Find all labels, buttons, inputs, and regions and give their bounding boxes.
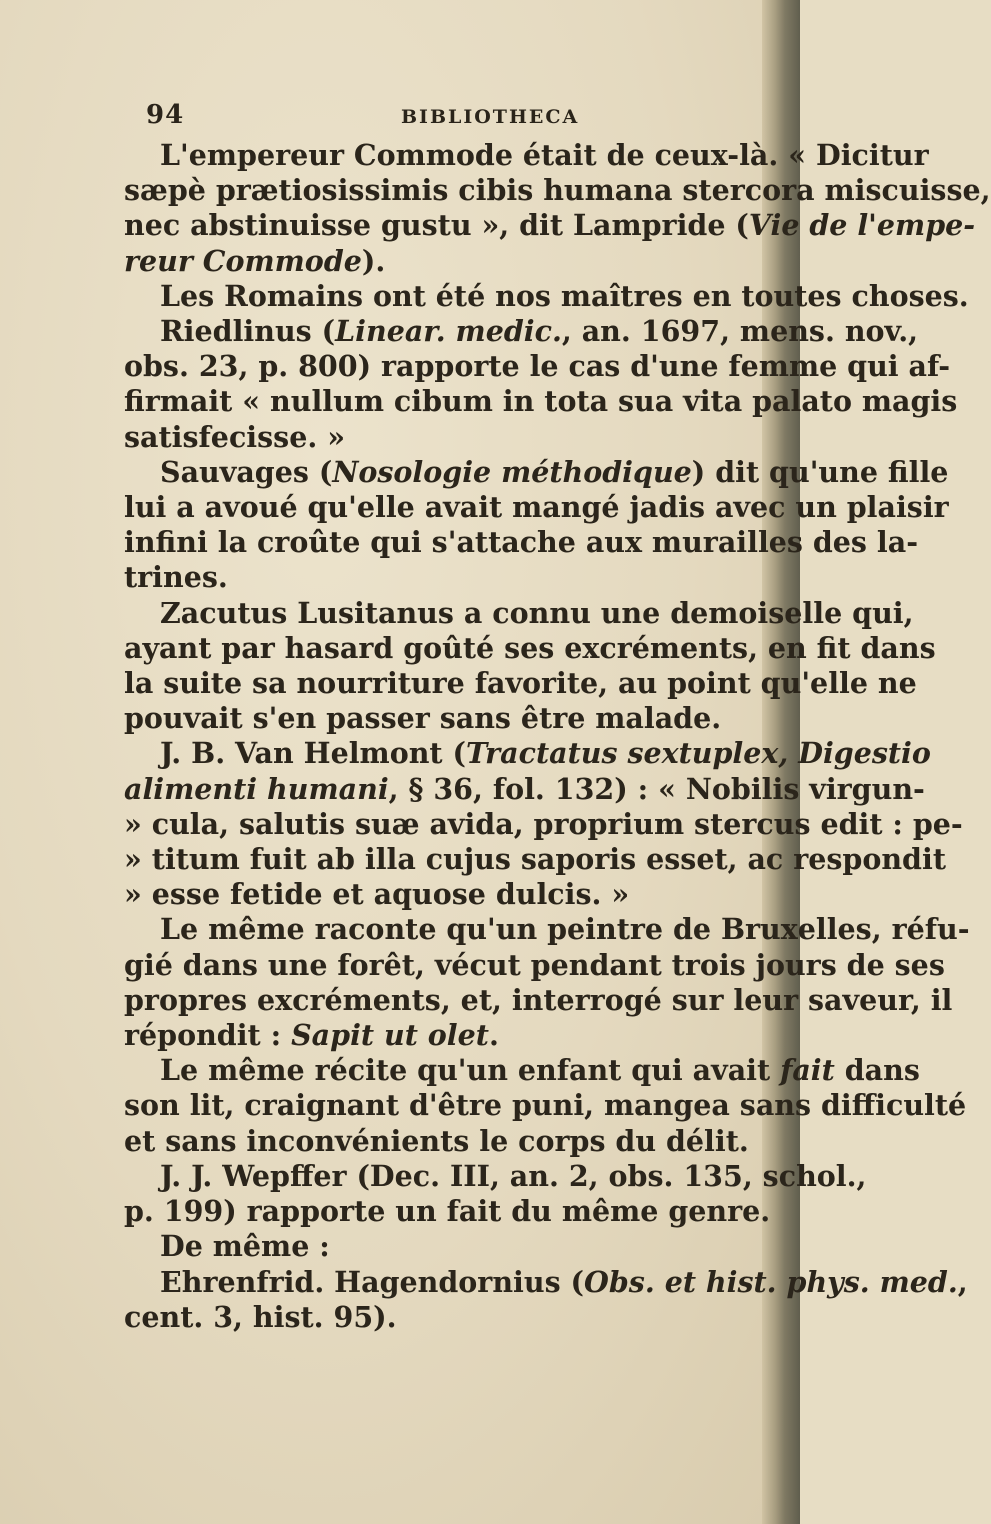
- text-line: [124, 947, 945, 983]
- text-line: [124, 1194, 772, 1229]
- text-run: » titum fuit ab illa cujus saporis esset, ac respondit: [124, 842, 946, 877]
- text-run: Le même récite qu'un enfant qui avait: [160, 1053, 781, 1088]
- text-line: [124, 1158, 867, 1194]
- text-run: son lit, craignant d'être puni, mangea sans difficulté: [124, 1088, 967, 1123]
- text-line: [124, 736, 931, 771]
- text-run: , an. 1697, mens. nov.,: [561, 314, 919, 349]
- text-line: [124, 1300, 772, 1335]
- text-run: Les Romains ont été nos maîtres en toutes choses.: [160, 278, 969, 313]
- text-run: ).: [361, 243, 386, 278]
- text-line: [124, 1018, 772, 1053]
- text-line: [124, 982, 953, 1018]
- text-run: » cula, salutis suæ avida, proprium stercus edit : pe-: [124, 806, 963, 841]
- text-line: [124, 173, 991, 208]
- text-run: ) dit qu'une fille: [691, 454, 949, 489]
- italic-text: Tractatus sextuplex, Digestio: [466, 736, 931, 771]
- body-text: [124, 138, 991, 1335]
- text-line: [124, 701, 772, 736]
- text-run: De même :: [160, 1229, 330, 1264]
- text-line: [124, 595, 914, 631]
- text-run: infini la croûte qui s'attache aux murailles des la-: [124, 525, 919, 560]
- text-run: Zacutus Lusitanus a connu une demoiselle qui,: [160, 595, 914, 630]
- text-run: L'empereur Commode était de ceux-là. « Dicitur: [160, 138, 929, 172]
- text-line: [124, 771, 925, 807]
- text-run: Le même raconte qu'un peintre de Bruxelles, réfu-: [160, 912, 970, 947]
- text-line: [124, 806, 963, 842]
- text-run: J. J. Wepffer (Dec. III, an. 2, obs. 135, schol.,: [160, 1158, 867, 1193]
- text-line: [124, 1124, 772, 1159]
- text-run: pouvait s'en passer sans être malade.: [124, 701, 722, 736]
- italic-text: Vie de l'empe-: [748, 208, 976, 243]
- text-run: répondit :: [124, 1018, 292, 1053]
- text-run: » esse fetide et aquose dulcis. »: [124, 877, 630, 912]
- text-run: dans: [834, 1053, 920, 1088]
- text-run: cent. 3, hist. 95).: [124, 1299, 397, 1334]
- text-run: la suite sa nourriture favorite, au point qu'elle ne: [124, 666, 917, 701]
- text-line: [124, 490, 949, 525]
- text-run: Riedlinus (: [160, 314, 336, 349]
- text-run: propres excréments, et, interrogé sur leur saveur, il: [124, 982, 953, 1017]
- italic-text: Sapit ut olet: [291, 1018, 489, 1053]
- text-line: [124, 1088, 967, 1123]
- italic-text: reur Commode: [124, 243, 362, 278]
- text-line: [124, 912, 970, 947]
- text-line: [124, 630, 936, 666]
- text-run: ayant par hasard goûté ses excréments, en fit dans: [124, 630, 936, 665]
- text-run: Ehrenfrid. Hagendornius (: [160, 1264, 585, 1299]
- text-line: [124, 842, 946, 877]
- text-line: [124, 666, 917, 701]
- text-line: [124, 314, 919, 349]
- text-run: obs. 23, p. 800) rapporte le cas d'une femme qui af-: [124, 349, 951, 384]
- page-number: 94: [146, 100, 185, 130]
- text-run: gié dans une forêt, vécut pendant trois jours de ses: [124, 947, 945, 982]
- italic-text: Linear. medic.: [335, 314, 562, 349]
- text-line: [124, 454, 949, 490]
- text-line: [124, 1053, 920, 1088]
- text-run: Sauvages (: [160, 454, 333, 489]
- text-line: [124, 138, 929, 173]
- text-run: J. B. Van Helmont (: [160, 736, 466, 771]
- text-run: ,: [957, 1264, 968, 1299]
- page-header: [146, 100, 766, 140]
- italic-text: Obs. et hist. phys. med.: [584, 1264, 958, 1299]
- italic-text: alimenti humani: [124, 771, 389, 806]
- italic-text: Nosologie méthodique: [332, 454, 692, 489]
- text-line: [124, 278, 969, 314]
- text-line: [124, 560, 772, 595]
- text-line: [124, 420, 772, 455]
- text-line: [124, 1264, 968, 1300]
- text-line: [124, 349, 951, 384]
- text-run: et sans inconvénients le corps du délit.: [124, 1123, 749, 1158]
- text-run: firmait « nullum cibum in tota sua vita palato magis: [124, 384, 958, 419]
- text-line: [124, 525, 919, 560]
- text-line: [124, 1229, 772, 1264]
- running-head: BIBLIOTHECA: [401, 106, 580, 128]
- text-line: [124, 384, 958, 419]
- text-run: sæpè prætiosissimis cibis humana stercora miscuisse,: [124, 173, 991, 208]
- text-run: .: [488, 1018, 499, 1053]
- text-run: trines.: [124, 560, 228, 595]
- text-run: p. 199) rapporte un fait du même genre.: [124, 1194, 771, 1229]
- text-run: satisfecisse. »: [124, 419, 346, 454]
- italic-text: fait: [780, 1053, 835, 1088]
- text-run: , § 36, fol. 132) : « Nobilis virgun-: [388, 771, 925, 806]
- text-line: [124, 244, 772, 279]
- text-line: [124, 877, 772, 912]
- text-run: lui a avoué qu'elle avait mangé jadis avec un plaisir: [124, 490, 949, 525]
- text-run: nec abstinuisse gustu », dit Lampride (: [124, 208, 749, 243]
- text-line: [124, 208, 976, 243]
